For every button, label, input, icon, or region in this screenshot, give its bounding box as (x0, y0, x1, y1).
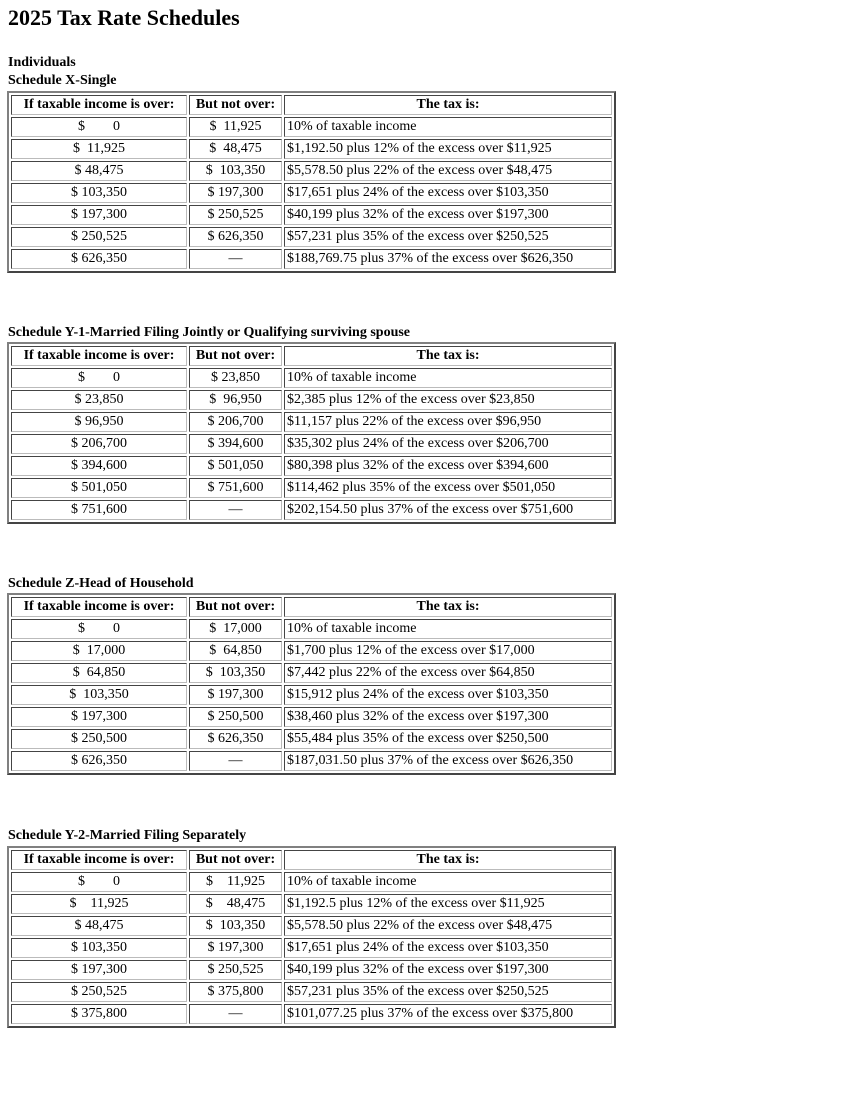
cell-over: $ 17,000 (11, 641, 187, 661)
cell-not-over: $ 206,700 (189, 412, 282, 432)
cell-tax: $114,462 plus 35% of the excess over $501,050 (284, 478, 612, 498)
cell-tax: $80,398 plus 32% of the excess over $394,600 (284, 456, 612, 476)
cell-tax: $188,769.75 plus 37% of the excess over $626,350 (284, 249, 612, 269)
cell-over: $ 197,300 (11, 960, 187, 980)
table-row (11, 685, 612, 705)
table-row (11, 619, 612, 639)
schedule-y2-table (7, 846, 616, 1028)
table-row (11, 117, 612, 137)
table-row (11, 456, 612, 476)
cell-not-over: $ 103,350 (189, 161, 282, 181)
cell-tax: $57,231 plus 35% of the excess over $250,525 (284, 227, 612, 247)
cell-not-over: — (189, 500, 282, 520)
table-row (11, 139, 612, 159)
cell-over: $ 96,950 (11, 412, 187, 432)
schedule-caption: Schedule X-Single (8, 73, 117, 88)
cell-not-over: — (189, 751, 282, 771)
cell-tax: $5,578.50 plus 22% of the excess over $48,475 (284, 916, 612, 936)
table-row (11, 205, 612, 225)
cell-not-over: $ 11,925 (189, 872, 282, 892)
cell-tax: $40,199 plus 32% of the excess over $197,300 (284, 960, 612, 980)
cell-not-over: $ 751,600 (189, 478, 282, 498)
header-over: If taxable income is over: (11, 597, 187, 617)
cell-tax: $40,199 plus 32% of the excess over $197,300 (284, 205, 612, 225)
table-row (11, 434, 612, 454)
header-over: If taxable income is over: (11, 346, 187, 366)
table-row (11, 1004, 612, 1024)
cell-not-over: $ 48,475 (189, 139, 282, 159)
cell-over: $ 501,050 (11, 478, 187, 498)
cell-tax: $2,385 plus 12% of the excess over $23,850 (284, 390, 612, 410)
header-row (11, 95, 612, 115)
cell-over: $ 11,925 (11, 139, 187, 159)
cell-over: $ 197,300 (11, 707, 187, 727)
table-row (11, 249, 612, 269)
table-row (11, 707, 612, 727)
cell-not-over: $ 501,050 (189, 456, 282, 476)
cell-tax: $1,700 plus 12% of the excess over $17,000 (284, 641, 612, 661)
cell-not-over: $ 64,850 (189, 641, 282, 661)
cell-over: $ 48,475 (11, 161, 187, 181)
cell-tax: $35,302 plus 24% of the excess over $206,700 (284, 434, 612, 454)
cell-not-over: $ 250,525 (189, 205, 282, 225)
cell-over: $ 0 (11, 619, 187, 639)
cell-not-over: $ 17,000 (189, 619, 282, 639)
cell-not-over: $ 626,350 (189, 227, 282, 247)
table-row (11, 500, 612, 520)
cell-tax: 10% of taxable income (284, 872, 612, 892)
table-row (11, 663, 612, 683)
cell-over: $ 0 (11, 368, 187, 388)
cell-tax: $11,157 plus 22% of the excess over $96,950 (284, 412, 612, 432)
cell-not-over: $ 48,475 (189, 894, 282, 914)
table-row (11, 916, 612, 936)
cell-tax: $202,154.50 plus 37% of the excess over $751,600 (284, 500, 612, 520)
cell-not-over: — (189, 249, 282, 269)
cell-tax: $5,578.50 plus 22% of the excess over $48,475 (284, 161, 612, 181)
schedule-z-table (7, 593, 616, 775)
cell-not-over: $ 250,500 (189, 707, 282, 727)
page-title: 2025 Tax Rate Schedules (8, 5, 240, 30)
cell-not-over: $ 394,600 (189, 434, 282, 454)
header-not-over: But not over: (189, 850, 282, 870)
section-label: Individuals (8, 55, 76, 70)
cell-over: $ 250,525 (11, 982, 187, 1002)
schedule-y1-table (7, 342, 616, 524)
table-row (11, 729, 612, 749)
cell-over: $ 103,350 (11, 183, 187, 203)
cell-not-over: $ 250,525 (189, 960, 282, 980)
header-not-over: But not over: (189, 95, 282, 115)
schedule-caption: Schedule Y-2-Married Filing Separately (8, 828, 247, 843)
table-row (11, 412, 612, 432)
table-row (11, 390, 612, 410)
table-row (11, 183, 612, 203)
cell-over: $ 48,475 (11, 916, 187, 936)
cell-over: $ 250,500 (11, 729, 187, 749)
header-over: If taxable income is over: (11, 95, 187, 115)
cell-tax: $57,231 plus 35% of the excess over $250,525 (284, 982, 612, 1002)
table-row (11, 161, 612, 181)
table-row (11, 938, 612, 958)
cell-over: $ 250,525 (11, 227, 187, 247)
header-row (11, 850, 612, 870)
cell-over: $ 206,700 (11, 434, 187, 454)
table-row (11, 478, 612, 498)
cell-over: $ 375,800 (11, 1004, 187, 1024)
cell-over: $ 11,925 (11, 894, 187, 914)
cell-not-over: $ 96,950 (189, 390, 282, 410)
cell-over: $ 0 (11, 117, 187, 137)
cell-not-over: $ 197,300 (189, 183, 282, 203)
schedule-caption: Schedule Y-1-Married Filing Jointly or Qualifying surviving spouse (8, 325, 411, 340)
header-tax: The tax is: (284, 95, 612, 115)
schedule-caption: Schedule Z-Head of Household (8, 576, 194, 591)
cell-tax: $1,192.5 plus 12% of the excess over $11,925 (284, 894, 612, 914)
table-row (11, 894, 612, 914)
cell-not-over: $ 375,800 (189, 982, 282, 1002)
cell-tax: $15,912 plus 24% of the excess over $103,350 (284, 685, 612, 705)
cell-not-over: $ 197,300 (189, 685, 282, 705)
header-tax: The tax is: (284, 850, 612, 870)
header-tax: The tax is: (284, 346, 612, 366)
cell-over: $ 64,850 (11, 663, 187, 683)
cell-tax: 10% of taxable income (284, 117, 612, 137)
table-row (11, 751, 612, 771)
cell-tax: 10% of taxable income (284, 619, 612, 639)
cell-over: $ 626,350 (11, 249, 187, 269)
cell-tax: $38,460 plus 32% of the excess over $197,300 (284, 707, 612, 727)
cell-tax: $7,442 plus 22% of the excess over $64,850 (284, 663, 612, 683)
header-row (11, 346, 612, 366)
cell-not-over: $ 103,350 (189, 663, 282, 683)
cell-not-over: $ 23,850 (189, 368, 282, 388)
cell-tax: $17,651 plus 24% of the excess over $103,350 (284, 938, 612, 958)
cell-tax: $17,651 plus 24% of the excess over $103,350 (284, 183, 612, 203)
cell-over: $ 626,350 (11, 751, 187, 771)
cell-tax: $55,484 plus 35% of the excess over $250,500 (284, 729, 612, 749)
cell-over: $ 394,600 (11, 456, 187, 476)
header-row (11, 597, 612, 617)
header-not-over: But not over: (189, 597, 282, 617)
cell-over: $ 103,350 (11, 938, 187, 958)
cell-not-over: — (189, 1004, 282, 1024)
table-row (11, 227, 612, 247)
cell-not-over: $ 103,350 (189, 916, 282, 936)
table-row (11, 982, 612, 1002)
cell-over: $ 751,600 (11, 500, 187, 520)
cell-over: $ 103,350 (11, 685, 187, 705)
cell-not-over: $ 626,350 (189, 729, 282, 749)
header-over: If taxable income is over: (11, 850, 187, 870)
cell-over: $ 23,850 (11, 390, 187, 410)
cell-tax: $1,192.50 plus 12% of the excess over $11,925 (284, 139, 612, 159)
table-row (11, 368, 612, 388)
header-not-over: But not over: (189, 346, 282, 366)
table-row (11, 641, 612, 661)
cell-not-over: $ 11,925 (189, 117, 282, 137)
table-row (11, 872, 612, 892)
cell-not-over: $ 197,300 (189, 938, 282, 958)
table-row (11, 960, 612, 980)
header-tax: The tax is: (284, 597, 612, 617)
cell-tax: $187,031.50 plus 37% of the excess over $626,350 (284, 751, 612, 771)
cell-over: $ 197,300 (11, 205, 187, 225)
cell-tax: $101,077.25 plus 37% of the excess over $375,800 (284, 1004, 612, 1024)
cell-over: $ 0 (11, 872, 187, 892)
cell-tax: 10% of taxable income (284, 368, 612, 388)
schedule-x-table (7, 91, 616, 273)
